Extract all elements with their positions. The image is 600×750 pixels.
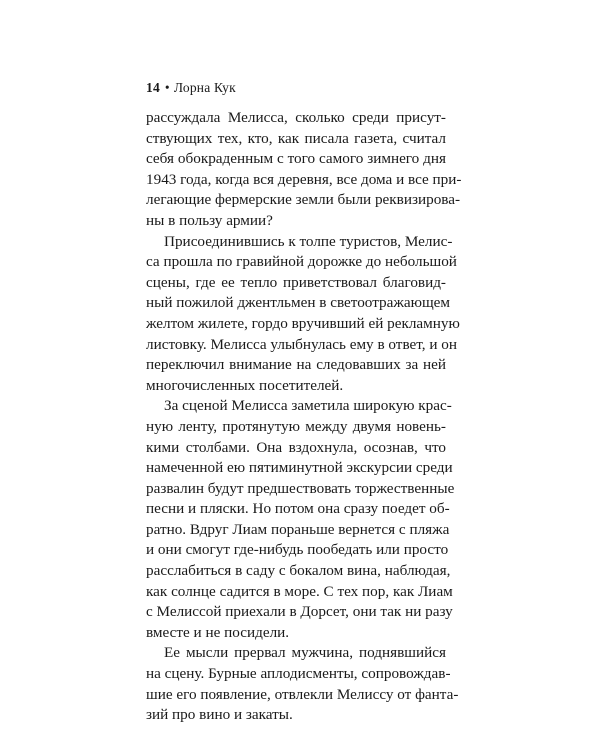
running-head <box>146 80 236 96</box>
paragraph <box>146 232 460 397</box>
text-line: как солнце садится в море. С тех пор, как Лиам <box>146 582 453 600</box>
author-name: Лорна Кук <box>173 80 236 95</box>
paragraph <box>146 643 459 725</box>
text-line: рассуждала Мелисса, сколько среди присут- <box>146 109 446 126</box>
text-line: песни и пляски. Но потом она сразу поедет об- <box>146 500 450 518</box>
text-line: расслабиться в саду с бокалом вина, наблюдая, <box>146 562 451 580</box>
text-line: вместе и не посидели. <box>146 623 290 641</box>
text-line: За сценой Мелисса заметила широкую крас- <box>164 397 452 415</box>
text-line: легающие фермерские земли были реквизирова- <box>146 191 461 209</box>
text-line: ствующих тех, кто, как писала газета, считал <box>146 129 446 147</box>
text-line: с Мелиссой приехали в Дорсет, они так ни разу <box>146 603 453 621</box>
body-text <box>146 108 462 726</box>
text-line: зий про вино и закаты. <box>146 706 293 724</box>
text-line: на сцену. Бурные аплодисменты, сопровождав- <box>146 665 451 683</box>
text-line: Присоединившись к толпе туристов, Мелис- <box>164 232 453 250</box>
text-line: кими столбами. Она вздохнула, осознав, что <box>146 438 446 456</box>
paragraph <box>146 108 462 232</box>
text-line: листовку. Мелисса улыбнулась ему в ответ, и он <box>146 335 458 353</box>
text-line: сцены, где ее тепло приветствовал благовид- <box>146 273 446 291</box>
text-line: переключил внимание на следовавших за ней <box>146 356 446 374</box>
page-number: 14 <box>146 80 160 95</box>
text-line: желтом жилете, гордо вручивший ей рекламную <box>146 314 460 332</box>
text-line: ратно. Вдруг Лиам пораньше вернется с пляжа <box>146 520 450 538</box>
text-line: развалин будут предшествовать торжественные <box>146 479 455 497</box>
text-line: са прошла по гравийной дорожке до небольшой <box>146 253 457 271</box>
text-line: шие его появление, отвлекли Мелиссу от фанта- <box>146 685 459 703</box>
text-line: себя обокраденным с того самого зимнего дня <box>146 150 446 168</box>
text-line: ны в пользу армии? <box>146 211 273 229</box>
text-line: ную ленту, протянутую между двумя новень- <box>146 417 446 435</box>
text-line: намеченной ею пятиминутной экскурсии среди <box>146 459 453 477</box>
text-line: многочисленных посетителей. <box>146 376 344 394</box>
paragraph <box>146 396 455 643</box>
text-line: Ее мысли прервал мужчина, поднявшийся <box>164 644 446 662</box>
text-line: 1943 года, когда вся деревня, все дома и все при- <box>146 170 462 188</box>
text-line: ный пожилой джентльмен в светоотражающем <box>146 294 450 312</box>
header-separator: • <box>164 80 170 95</box>
text-line: и они смогут где-нибудь пообедать или просто <box>146 541 449 559</box>
